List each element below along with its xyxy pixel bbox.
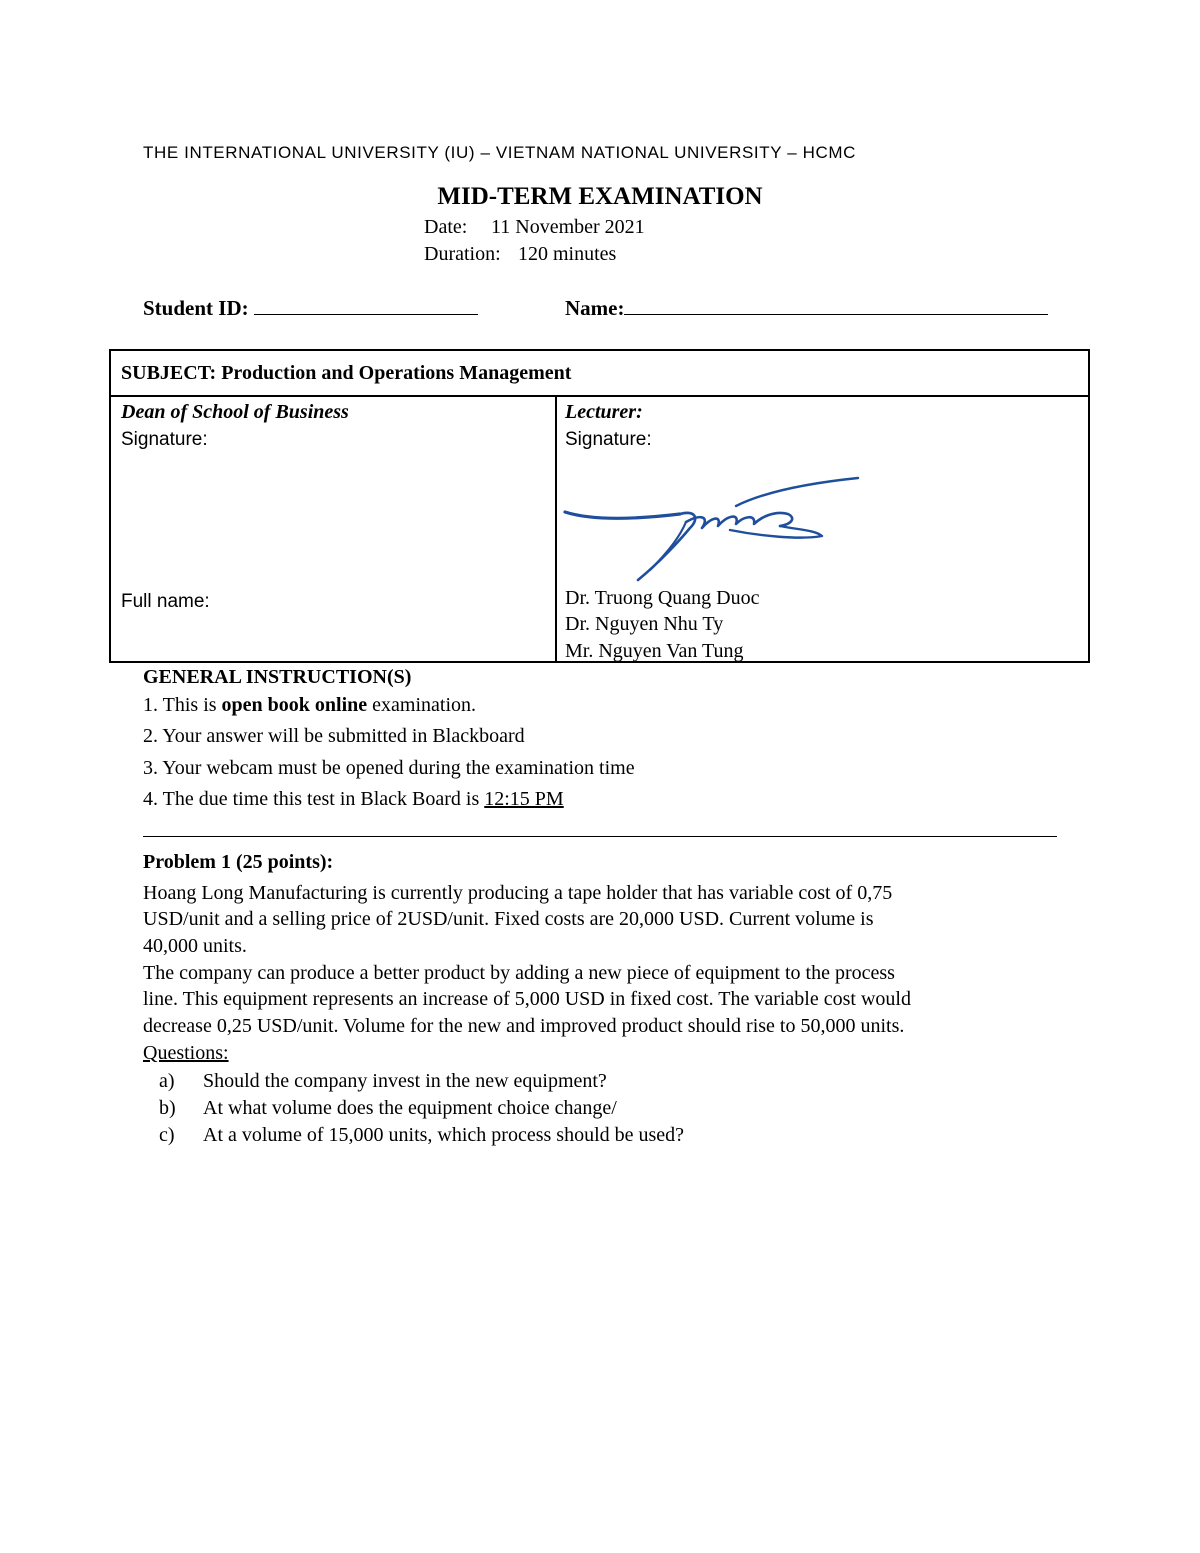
- question-a-label: a): [159, 1070, 175, 1092]
- problem-1-heading: Problem 1 (25 points):: [143, 851, 334, 873]
- exam-title: MID-TERM EXAMINATION: [437, 183, 763, 210]
- university-header: THE INTERNATIONAL UNIVERSITY (IU) – VIETNAM NATIONAL UNIVERSITY – HCMC: [143, 143, 856, 162]
- lecturer-signature-label: Signature:: [565, 429, 652, 450]
- duration-label: Duration:: [424, 243, 501, 265]
- questions-label-text: Questions:: [143, 1042, 229, 1064]
- instruction-item-2: 2. Your answer will be submitted in Blackboard: [143, 725, 525, 747]
- question-b-text: At what volume does the equipment choice change/: [203, 1097, 617, 1119]
- question-a-text: Should the company invest in the new equipment?: [203, 1070, 607, 1092]
- problem-1-line-1: Hoang Long Manufacturing is currently producing a tape holder that has variable cost of 0,75: [143, 882, 893, 904]
- dean-fullname-label: Full name:: [121, 591, 210, 612]
- table-divider: [555, 395, 557, 661]
- questions-label: [143, 1042, 229, 1065]
- duration-value: 120 minutes: [518, 243, 617, 265]
- instructions-heading: GENERAL INSTRUCTION(S): [143, 666, 412, 688]
- instruction-item-4: [143, 788, 564, 811]
- lecturer-name-2: Dr. Nguyen Nhu Ty: [565, 613, 724, 635]
- exam-duration: [424, 243, 616, 266]
- problem-1-line-4: The company can produce a better product by adding a new piece of equipment to the process: [143, 962, 895, 984]
- separator-line: [143, 836, 1057, 837]
- problem-1-line-2: USD/unit and a selling price of 2USD/unit. Fixed costs are 20,000 USD. Current volume is: [143, 908, 874, 930]
- subject-row: [111, 351, 1088, 397]
- problem-1-line-3: 40,000 units.: [143, 935, 247, 957]
- instruction-1-suffix: examination.: [367, 694, 477, 716]
- lecturer-name-3: Mr. Nguyen Van Tung: [565, 640, 744, 662]
- problem-1-line-5: line. This equipment represents an increase of 5,000 USD in fixed cost. The variable cost would: [143, 988, 911, 1010]
- due-time: 12:15 PM: [484, 788, 564, 810]
- subject-text: SUBJECT: Production and Operations Management: [121, 362, 572, 384]
- instruction-item-1: [143, 694, 476, 717]
- lecturer-name-1: Dr. Truong Quang Duoc: [565, 587, 760, 609]
- student-name-label: Name:: [565, 296, 625, 320]
- exam-date: [424, 216, 645, 239]
- student-id-row: [143, 296, 478, 321]
- student-name-field: [624, 296, 1048, 315]
- lecturer-signature-image: [560, 470, 870, 590]
- student-name-row: [565, 296, 1048, 321]
- problem-1-line-6: decrease 0,25 USD/unit. Volume for the new and improved product should rise to 50,000 units.: [143, 1015, 905, 1037]
- dean-heading: Dean of School of Business: [121, 401, 349, 423]
- instruction-4-prefix: 4. The due time this test in Black Board is: [143, 788, 485, 810]
- date-value: 11 November 2021: [491, 216, 645, 238]
- question-b-label: b): [159, 1097, 176, 1119]
- date-label: Date:: [424, 216, 468, 238]
- instruction-item-3: 3. Your webcam must be opened during the examination time: [143, 757, 635, 779]
- student-id-label: Student ID:: [143, 296, 249, 320]
- question-c-label: c): [159, 1124, 175, 1146]
- dean-signature-label: Signature:: [121, 429, 208, 450]
- question-c-text: At a volume of 15,000 units, which process should be used?: [203, 1124, 685, 1146]
- lecturer-heading: Lecturer:: [565, 401, 643, 423]
- student-id-field: [254, 296, 478, 315]
- instruction-1-bold: open book online: [221, 694, 368, 716]
- instruction-1-prefix: 1. This is: [143, 694, 222, 716]
